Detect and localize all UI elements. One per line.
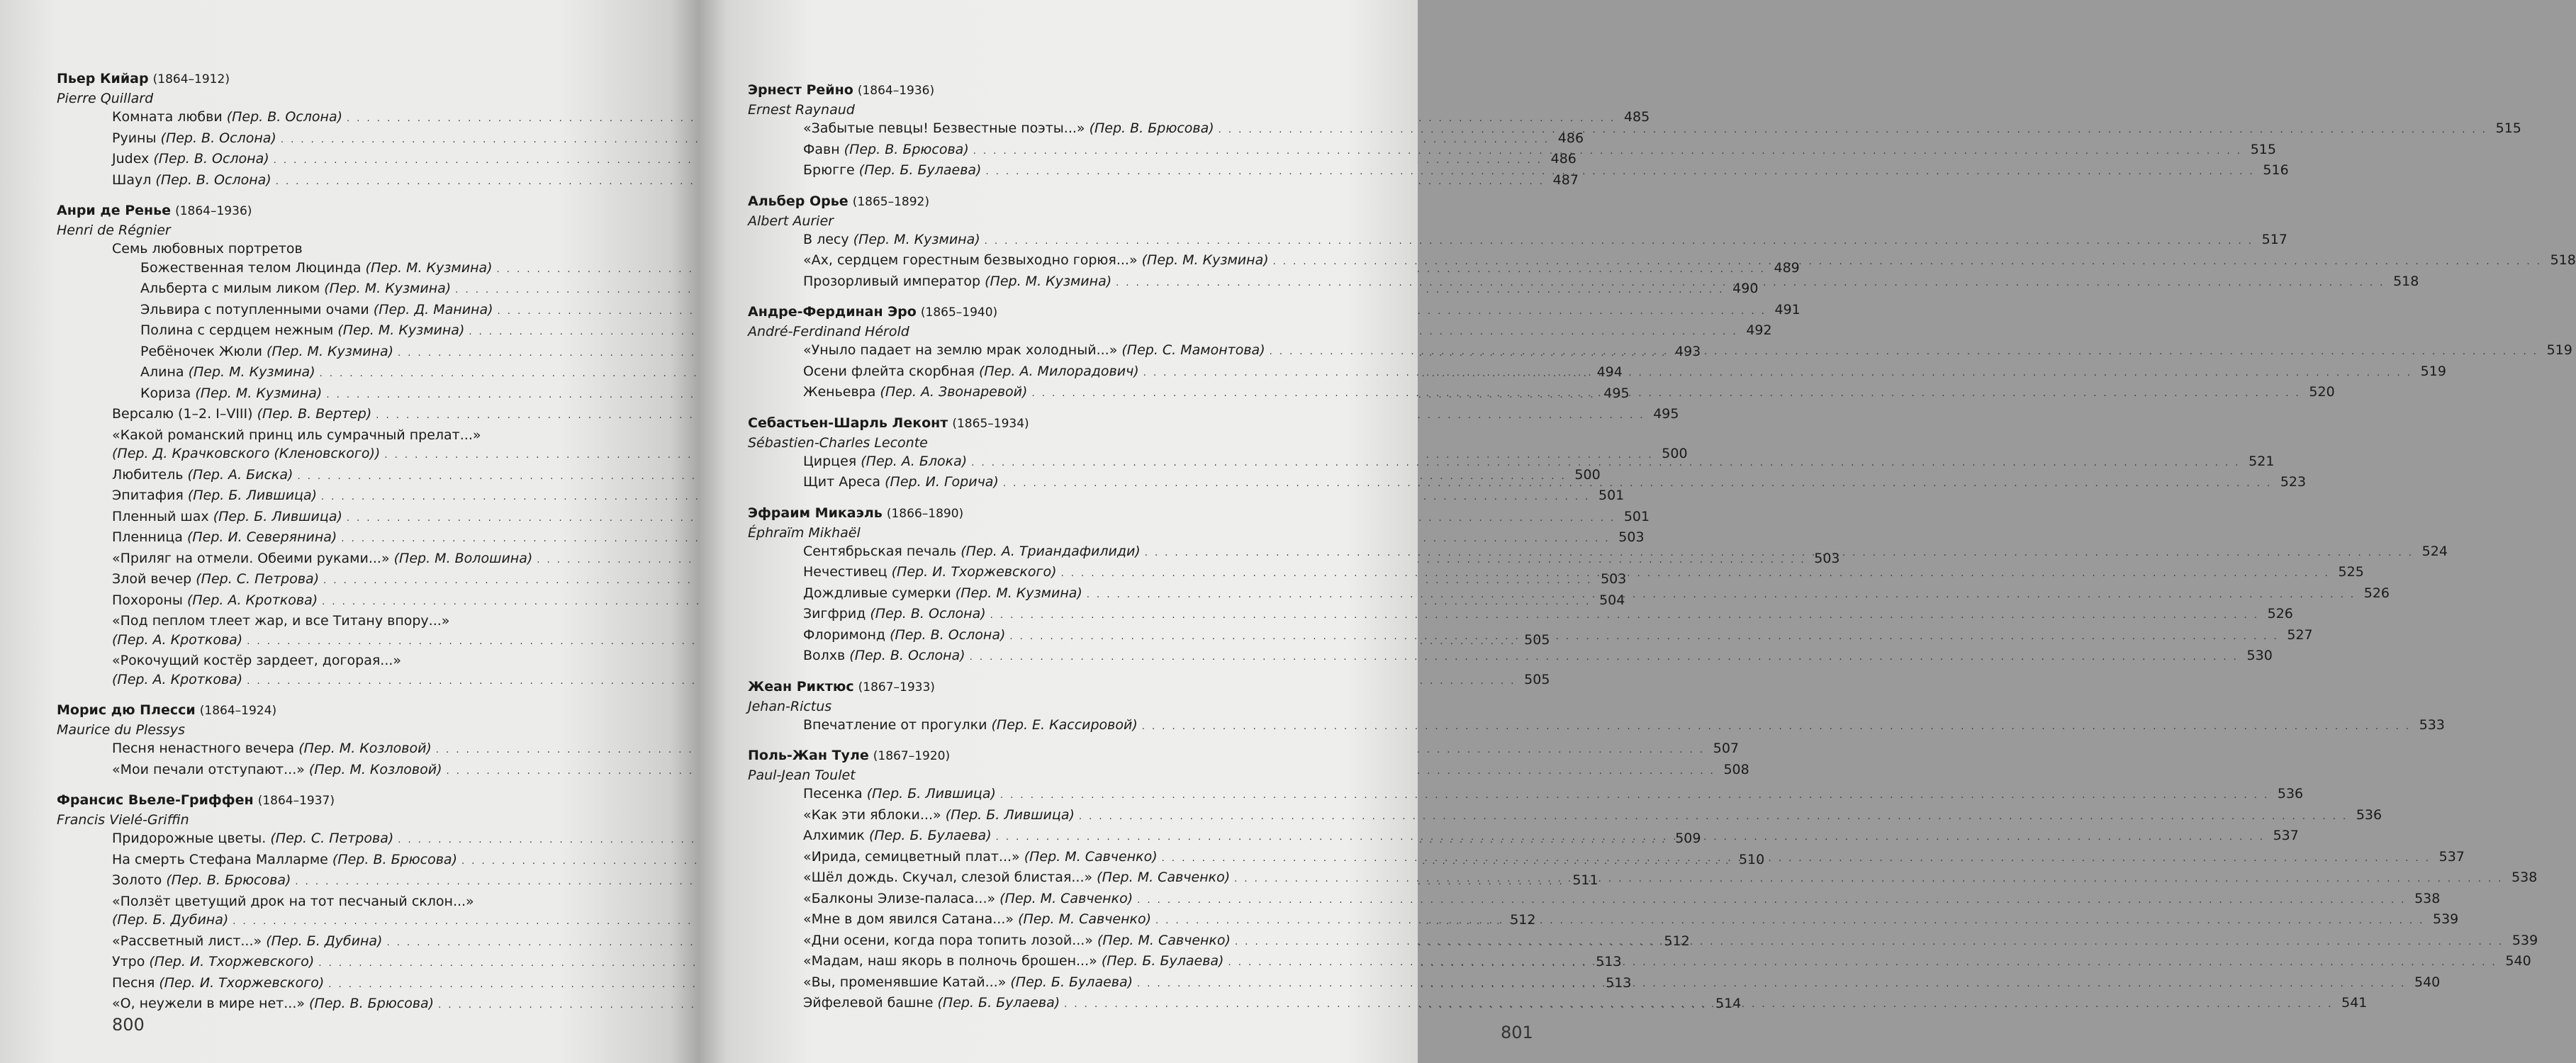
- page-number: 801: [1501, 1023, 1533, 1042]
- dot-leader: [973, 142, 2242, 162]
- entry-title: Версалю (1–2. I–VIII): [112, 406, 253, 422]
- entry-page: 486: [1557, 130, 1584, 146]
- dot-leader: [1061, 565, 2330, 584]
- entry-title: «Вы, променявшие Катай...»: [803, 974, 1007, 990]
- toc-entry[interactable]: [57, 426, 645, 445]
- dot-leader: [1228, 954, 2497, 973]
- entry-translator: (Пер. В. Брюсова): [844, 141, 969, 157]
- entry-page: 508: [1723, 761, 1749, 777]
- entry-translator: (Пер. М. Козловой): [308, 761, 442, 777]
- entry-title: Впечатление от прогулки: [803, 716, 987, 733]
- dot-leader: [1087, 586, 2356, 605]
- author-heading: [748, 414, 1336, 434]
- page-number: 800: [112, 1015, 145, 1035]
- entry-page: 519: [2546, 342, 2572, 358]
- entry-page: 505: [1524, 671, 1550, 687]
- entry-page: 501: [1598, 488, 1625, 503]
- entry-translator: (Пер. А. Блока): [861, 453, 968, 469]
- entry-translator: (Пер. С. Петрова): [270, 831, 394, 846]
- entry-page: 500: [1574, 466, 1601, 483]
- entry-title: Judex: [112, 151, 150, 167]
- author-latin-name: André-Ferdinand Hérold: [748, 324, 909, 339]
- entry-page: 540: [2414, 974, 2441, 990]
- author-dates: (1864–1912): [152, 72, 230, 86]
- entry-page: 486: [1550, 151, 1577, 167]
- entry-title: «Мне в дом явился Сатана...»: [803, 911, 1014, 927]
- entry-translator: (Пер. Д. Крачковского (Кленовского)): [112, 446, 381, 461]
- author-latin-name: Ernest Raynaud: [748, 102, 855, 118]
- author-dates: (1865–1892): [852, 194, 929, 209]
- author-name: Андре-Фердинан Эро: [748, 304, 917, 320]
- entry-page: 537: [2273, 828, 2299, 843]
- toc-entry[interactable]: [57, 612, 645, 631]
- entry-title: «Дни осени, когда пора топить лозой...»: [803, 932, 1093, 948]
- dot-leader: [1142, 718, 2411, 737]
- entry-translator: (Пер. М. Кузмина): [853, 231, 980, 247]
- entry-translator: (Пер. Б. Булаева): [937, 995, 1060, 1011]
- entry-translator: (Пер. И. Северянина): [186, 529, 337, 545]
- entry-translator: (Пер. В. Брюсова): [309, 996, 435, 1011]
- dot-leader: [1234, 870, 2503, 889]
- entry-page: 490: [1732, 281, 1759, 296]
- dot-leader: [996, 828, 2265, 848]
- entry-translator: (Пер. М. Кузмина): [955, 585, 1082, 601]
- entry-title: «Какой романский принц иль сумрачный прелат...»: [112, 427, 481, 443]
- entry-translator: (Пер. В. Ослона): [226, 109, 343, 125]
- entry-title: Сентябрьская печаль: [803, 543, 957, 559]
- entry-title: Похороны: [112, 592, 183, 608]
- entry-translator: (Пер. А. Триандафилиди): [961, 543, 1141, 559]
- entry-title: Эйфелевой башне: [803, 995, 934, 1011]
- author-latin-name: Éphraïm Mikhaël: [748, 524, 861, 541]
- entry-page: 491: [1774, 301, 1801, 317]
- author-dates: (1865–1940): [920, 305, 998, 320]
- entry-translator: (Пер. М. Кузмина): [188, 364, 315, 380]
- entry-translator: (Пер. А. Биска): [187, 466, 293, 483]
- dot-leader: [1162, 850, 2431, 869]
- entry-title: «Как эти яблоки...»: [803, 806, 941, 823]
- dot-leader: [985, 232, 2253, 252]
- entry-translator: (Пер. Д. Манина): [373, 301, 493, 317]
- entry-page: 489: [1774, 259, 1800, 276]
- author-latin-name: Francis Vielé-Griffin: [57, 812, 189, 828]
- entry-translator: (Пер. В. Брюсова): [332, 851, 457, 867]
- author-latin-name: Sébastien-Charles Leconte: [748, 434, 928, 451]
- entry-page: 526: [2363, 585, 2390, 601]
- entry-title: Руины: [112, 130, 157, 146]
- dot-leader: [1145, 544, 2414, 563]
- entry-title: На смерть Стефана Малларме: [112, 851, 328, 867]
- entry-page: 512: [1510, 912, 1536, 928]
- entry-page: 520: [2309, 384, 2335, 400]
- author-latin-name: Pierre Quillard: [57, 91, 154, 106]
- entry-translator: (Пер. С. Петрова): [196, 571, 320, 587]
- entry-title: Дождливые сумерки: [803, 585, 951, 601]
- entry-translator: (Пер. В. Ослона): [870, 606, 986, 622]
- entry-translator: (Пер. М. Волошина): [393, 550, 533, 566]
- entry-translator: (Пер. И. Тхоржевского): [159, 974, 325, 991]
- entry-page: 526: [2267, 606, 2293, 622]
- entry-translator: (Пер. С. Мамонтова): [1121, 342, 1265, 358]
- entry-translator: (Пер. В. Брюсова): [166, 872, 291, 888]
- entry-title: Цирцея: [803, 453, 857, 469]
- entry-title: Золото: [112, 872, 162, 888]
- entry-translator: (Пер. А. Звонаревой): [880, 384, 1028, 400]
- author-heading: [57, 701, 645, 721]
- entry-title: Полина с сердцем нежным: [140, 322, 334, 338]
- entry-page: 523: [2280, 474, 2307, 490]
- entry-title: Эльвира с потупленными очами: [140, 301, 369, 317]
- entry-page: 495: [1653, 406, 1679, 422]
- entry-translator: (Пер. Б. Лившица): [866, 786, 996, 802]
- entry-title: Злой вечер: [112, 571, 192, 587]
- entry-title: «Под пеплом тлеет жар, и все Титану впору...»: [112, 613, 450, 629]
- entry-page: 503: [1814, 550, 1840, 566]
- entry-translator: (Пер. Б. Дубина): [266, 933, 383, 949]
- entry-title: «Рокочущий костёр зардеет, догорая...»: [112, 653, 402, 668]
- entry-page: 493: [1674, 343, 1701, 359]
- dot-leader: [1079, 808, 2348, 827]
- entry-title: Фавн: [803, 141, 840, 157]
- dot-leader: [1143, 364, 2412, 383]
- entry-translator: (Пер. Б. Лившица): [187, 488, 318, 503]
- dot-leader: [1009, 628, 2278, 647]
- entry-title: Зигфрид: [803, 606, 866, 622]
- entry-title: Комната любви: [112, 109, 223, 125]
- entry-title: «Мадам, наш якорь в полночь брошен...»: [803, 953, 1097, 969]
- entry-title: Ребёночек Жюли: [140, 343, 262, 359]
- entry-page: 533: [2419, 716, 2445, 733]
- entry-translator: (Пер. И. Тхоржевского): [149, 954, 315, 969]
- dot-leader: [1064, 996, 2333, 1015]
- entry-title: Щит Ареса: [803, 474, 881, 490]
- entry-translator: (Пер. М. Савченко): [1018, 911, 1152, 927]
- entry-page: 509: [1675, 831, 1701, 846]
- entry-title: Волхв: [803, 648, 846, 663]
- author-heading: [748, 81, 1336, 101]
- entry-translator: (Пер. М. Кузмина): [337, 322, 465, 338]
- entry-page: 541: [2341, 995, 2368, 1011]
- toc-entry[interactable]: [57, 651, 645, 670]
- entry-page: 530: [2246, 648, 2273, 663]
- entry-page: 511: [1572, 872, 1598, 888]
- entry-title: Нечестивец: [803, 564, 887, 580]
- dot-leader: [970, 648, 2239, 668]
- author-heading: [748, 504, 1336, 524]
- entry-page: 512: [1664, 933, 1690, 949]
- entry-title: Божественная телом Люцинда: [140, 259, 362, 276]
- toc-entry[interactable]: [748, 784, 2304, 806]
- toc-entry[interactable]: [57, 171, 1579, 192]
- entry-translator: (Пер. Е. Кассировой): [991, 716, 1138, 733]
- dot-leader: [1116, 274, 2385, 293]
- author-latin-name: Henri de Régnier: [57, 223, 171, 238]
- entry-page: 505: [1524, 631, 1550, 648]
- entry-page: 539: [2432, 911, 2459, 927]
- author-name: Эфраим Микаэль: [748, 505, 883, 521]
- author-heading: [57, 69, 645, 89]
- entry-translator: (Пер. И. Тхоржевского): [891, 564, 1057, 580]
- entry-page: 537: [2438, 848, 2465, 865]
- entry-page: 521: [2249, 453, 2275, 469]
- author-dates: (1864–1936): [175, 204, 252, 218]
- entry-translator: (Пер. В. Ослона): [160, 130, 276, 146]
- entry-translator: (Пер. М. Савченко): [1097, 870, 1231, 885]
- dot-leader: [1137, 892, 2406, 911]
- author-name: Поль-Жан Туле: [748, 748, 869, 763]
- toc-entry[interactable]: [748, 604, 2293, 626]
- entry-translator: (Пер. Б. Булаева): [1010, 974, 1133, 990]
- entry-translator: (Пер. Б. Булаева): [868, 828, 992, 843]
- entry-title: «О, неужели в мире нет...»: [112, 996, 305, 1011]
- entry-translator: (Пер. М. Кузмина): [267, 343, 394, 359]
- entry-translator: (Пер. М. Савченко): [1024, 848, 1158, 865]
- entry-translator: (Пер. А. Кроткова): [186, 592, 318, 608]
- entry-translator: (Пер. В. Ослона): [153, 151, 269, 167]
- entry-translator: (Пер. Б. Лившица): [213, 508, 342, 524]
- entry-page: 518: [2550, 252, 2576, 268]
- author-latin-name: Albert Aurier: [748, 213, 834, 229]
- entry-page: 515: [2495, 120, 2521, 136]
- entry-page: 487: [1552, 171, 1579, 188]
- entry-translator: (Пер. И. Горича): [885, 474, 999, 490]
- author-dates: (1864–1936): [857, 84, 935, 98]
- entry-page: 515: [2250, 141, 2276, 157]
- entry-title: «Ирида, семицветный плат...»: [803, 848, 1020, 865]
- author-name: Анри де Ренье: [57, 203, 172, 218]
- entry-title: Песня ненастного вечера: [112, 741, 295, 756]
- entry-page: 538: [2414, 890, 2441, 906]
- author-latin-name: Maurice du Plessys: [57, 722, 185, 738]
- entry-title: Альберта с милым ликом: [140, 281, 320, 296]
- author-heading: [748, 303, 1336, 322]
- entry-translator: (Пер. В. Брюсова): [1089, 120, 1214, 136]
- entry-page: 500: [1662, 446, 1688, 461]
- author-dates: (1865–1934): [952, 416, 1029, 431]
- author-heading: [748, 746, 1336, 766]
- dot-leader: [971, 454, 2240, 473]
- toc-entry[interactable]: [748, 646, 2273, 668]
- dot-leader: [1273, 253, 2542, 272]
- entry-page: 539: [2511, 932, 2538, 948]
- entry-translator: (Пер. А. Милорадович): [978, 363, 1139, 379]
- author-dates: (1867–1933): [858, 680, 935, 694]
- author-name: Франсис Вьеле-Гриффен: [57, 792, 254, 808]
- author-latin-name: Paul-Jean Toulet: [748, 767, 856, 783]
- entry-page: 504: [1599, 592, 1625, 608]
- entry-title: Прозорливый император: [803, 273, 981, 289]
- entry-page: 514: [1715, 996, 1742, 1011]
- entry-page: 494: [1596, 364, 1623, 380]
- toc-entry[interactable]: [748, 806, 2382, 827]
- author-dates: (1864–1924): [199, 704, 277, 718]
- entry-page: 513: [1606, 974, 1632, 991]
- entry-page: 495: [1603, 385, 1630, 401]
- entry-page: 538: [2511, 870, 2538, 885]
- entry-translator: (Пер. М. Кузмина): [985, 273, 1112, 289]
- entry-title: Пленный шах: [112, 508, 209, 524]
- entry-page: 513: [1596, 954, 1622, 969]
- dot-leader: [1031, 385, 2300, 404]
- entry-translator: (Пер. М. Кузмина): [195, 385, 323, 401]
- entry-title: Утро: [112, 954, 145, 969]
- entry-translator: (Пер. В. Вертер): [257, 406, 372, 422]
- cycle-heading: Семь любовных портретов: [112, 241, 303, 257]
- entry-page: 485: [1623, 109, 1650, 125]
- entry-title: «Рассветный лист...»: [112, 933, 262, 949]
- entry-title: Эпитафия: [112, 488, 184, 503]
- dot-leader: [990, 607, 2259, 626]
- entry-translator: (Пер. А. Кроткова): [112, 671, 243, 687]
- toc-entry[interactable]: [57, 486, 1625, 507]
- entry-translator: (Пер. М. Кузмина): [365, 259, 493, 276]
- entry-title: В лесу: [803, 231, 849, 247]
- entry-translator: (Пер. В. Ослона): [849, 648, 965, 663]
- author-dates: (1866–1890): [886, 506, 964, 521]
- dot-leader: [1235, 933, 2504, 952]
- entry-title: Алина: [140, 364, 184, 380]
- entry-page: 501: [1623, 508, 1650, 524]
- entry-title: Алхимик: [803, 828, 865, 843]
- entry-page: 518: [2393, 273, 2419, 289]
- entry-title: «Забытые певцы! Безвестные поэты...»: [803, 120, 1085, 136]
- author-name: Морис дю Плесси: [57, 702, 196, 718]
- entry-title: «Приляг на отмели. Обеими руками...»: [112, 550, 390, 566]
- entry-title: Женьевра: [803, 384, 876, 400]
- entry-translator: (Пер. Б. Булаева): [1101, 953, 1224, 969]
- toc-entry[interactable]: [57, 892, 645, 911]
- author-dates: (1864–1937): [257, 794, 335, 808]
- entry-title: Кориза: [140, 385, 191, 401]
- entry-title: Песенка: [803, 786, 863, 802]
- entry-page: 510: [1738, 851, 1765, 867]
- author-heading: [57, 791, 645, 811]
- entry-page: 525: [2338, 564, 2364, 580]
- author-heading: [748, 677, 1336, 697]
- entry-page: 527: [2287, 626, 2313, 643]
- entry-title: Флоримонд: [803, 626, 886, 643]
- author-dates: (1867–1920): [873, 749, 951, 763]
- entry-title: Пленница: [112, 529, 183, 545]
- toc-entry[interactable]: [748, 716, 2445, 737]
- entry-title: Придорожные цветы.: [112, 831, 267, 846]
- entry-title: «Мои печали отступают...»: [112, 761, 305, 777]
- dot-leader: [985, 163, 2254, 182]
- dot-leader: [1219, 121, 2487, 140]
- entry-page: 492: [1746, 322, 1772, 338]
- entry-title: Брюгге: [803, 162, 855, 178]
- dot-leader: [1270, 343, 2538, 362]
- entry-translator: (Пер. В. Ослона): [890, 626, 1006, 643]
- entry-title: Осени флейта скорбная: [803, 363, 975, 379]
- author-latin-name: Jehan-Rictus: [748, 698, 832, 714]
- entry-page: 516: [2263, 162, 2289, 178]
- author-name: Себастьен-Шарль Леконт: [748, 415, 948, 431]
- entry-translator: (Пер. М. Савченко): [999, 890, 1133, 906]
- entry-translator: (Пер. Б. Лившица): [945, 806, 1075, 823]
- entry-page: 503: [1601, 571, 1627, 587]
- author-name: Альбер Орье: [748, 193, 849, 209]
- entry-page: 524: [2421, 543, 2448, 559]
- toc-entry[interactable]: [748, 889, 2441, 911]
- entry-translator: (Пер. М. Кузмина): [1141, 252, 1269, 268]
- entry-title: «Шёл дождь. Скучал, слезой блистая...»: [803, 870, 1093, 885]
- dot-leader: [1137, 975, 2406, 994]
- entry-translator: (Пер. В. Ослона): [155, 171, 271, 188]
- entry-page: 507: [1713, 741, 1740, 756]
- entry-page: 536: [2356, 806, 2382, 823]
- entry-page: 540: [2505, 953, 2531, 969]
- entry-title: Любитель: [112, 466, 184, 483]
- entry-translator: (Пер. А. Кроткова): [112, 631, 243, 648]
- entry-page: 503: [1618, 529, 1645, 545]
- entry-page: 536: [2277, 786, 2304, 802]
- entry-page: 517: [2261, 231, 2287, 247]
- entry-page: 519: [2420, 363, 2446, 379]
- entry-title: Шаул: [112, 171, 152, 188]
- author-name: Жеан Риктюс: [748, 678, 854, 694]
- entry-translator: (Пер. Б. Булаева): [858, 162, 982, 178]
- dot-leader: [1000, 787, 2269, 806]
- dot-leader: [1003, 475, 2272, 494]
- author-name: Пьер Кийар: [57, 71, 149, 86]
- entry-title: «Ползёт цветущий дрок на тот песчаный склон...»: [112, 893, 474, 909]
- entry-title: «Балконы Элизе-паласа...»: [803, 890, 996, 906]
- entry-translator: (Пер. М. Савченко): [1097, 932, 1231, 948]
- entry-translator: (Пер. М. Кузмина): [324, 281, 452, 296]
- author-heading: [748, 192, 1336, 212]
- entry-translator: (Пер. Б. Дубина): [112, 912, 229, 928]
- entry-title: «Уныло падает на землю мрак холодный...»: [803, 342, 1118, 358]
- author-heading: [57, 201, 645, 221]
- entry-translator: (Пер. М. Козловой): [298, 741, 432, 756]
- dot-leader: [1155, 912, 2424, 931]
- author-name: Эрнест Рейно: [748, 82, 853, 98]
- entry-title: Песня: [112, 974, 155, 991]
- entry-title: «Ах, сердцем горестным безвыходно горюя...»: [803, 252, 1138, 268]
- toc-entry[interactable]: [748, 230, 2287, 252]
